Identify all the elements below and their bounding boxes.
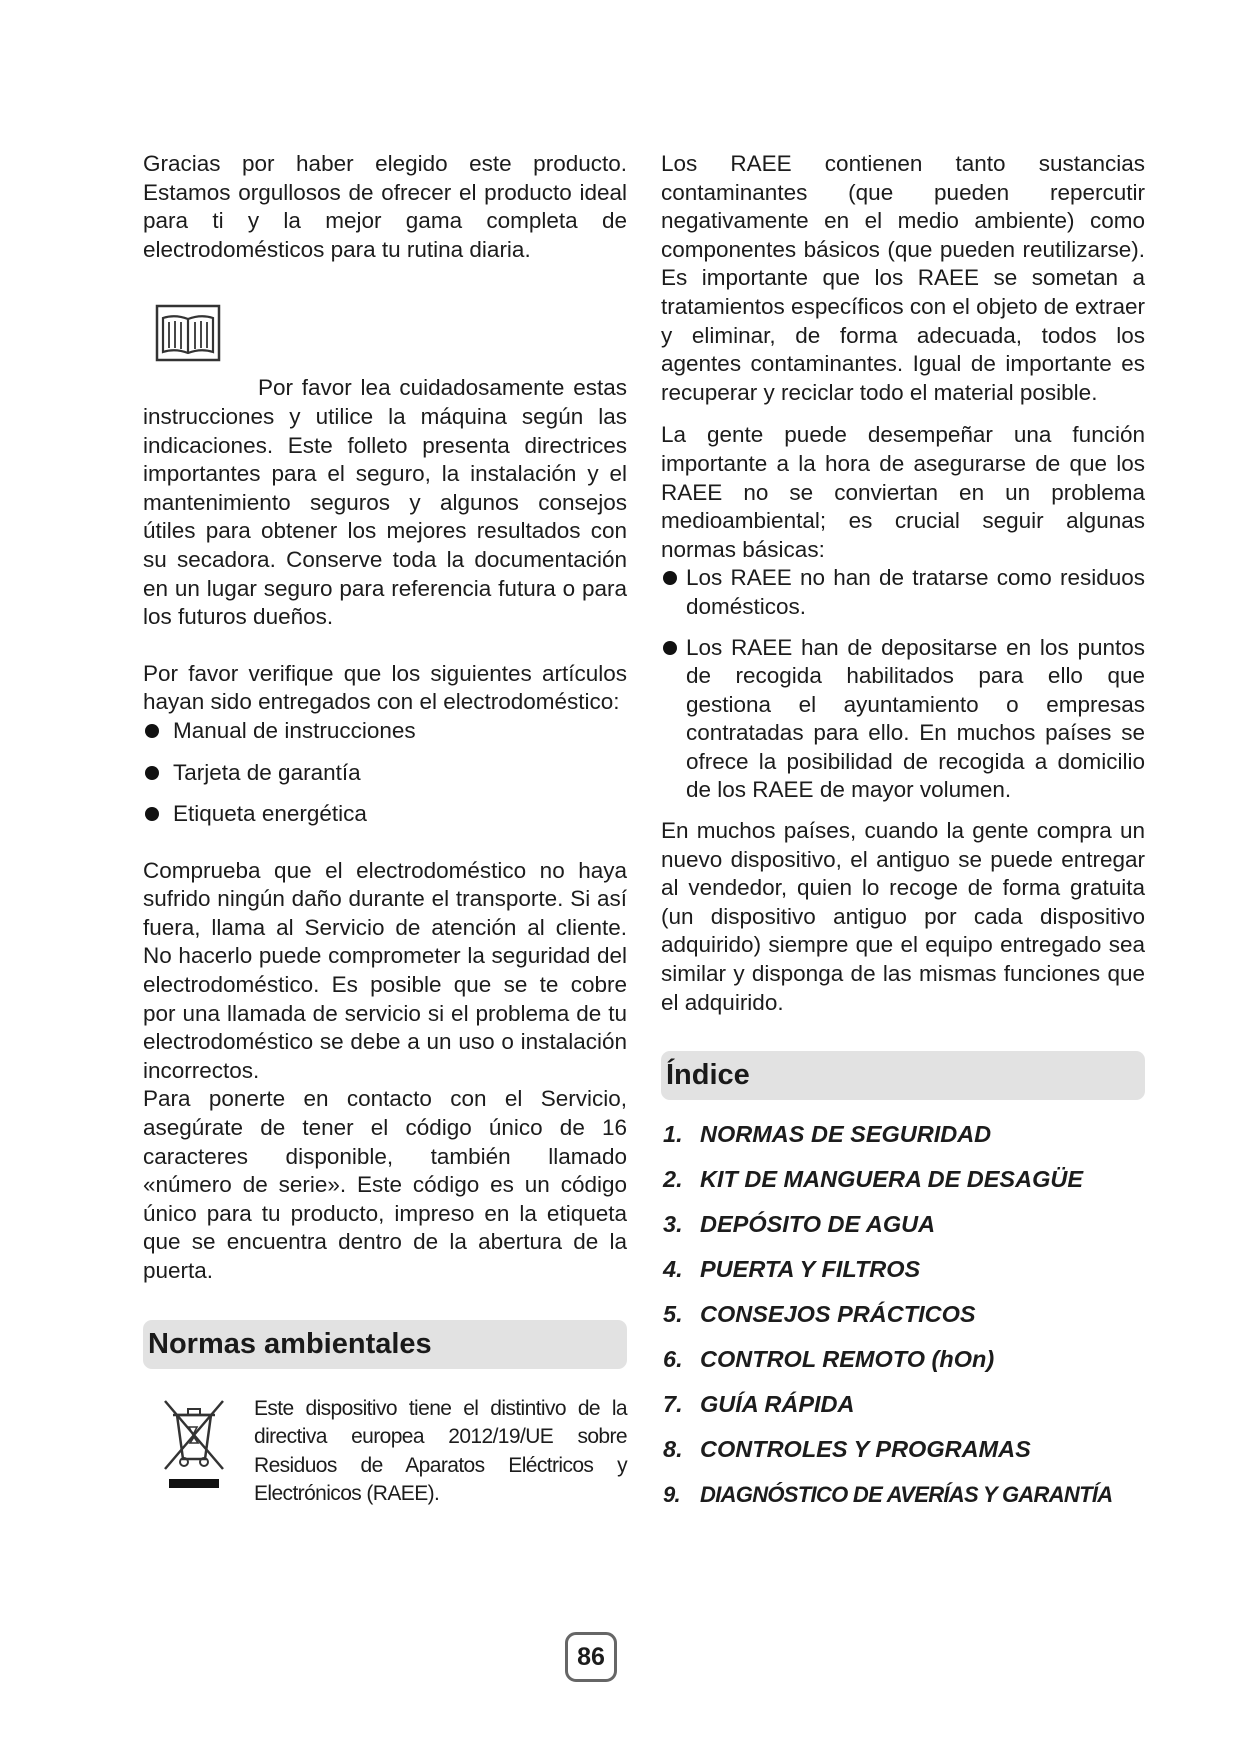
toc-item[interactable]: 7. GUÍA RÁPIDA [663,1391,855,1418]
raee-paragraph: Los RAEE contienen tanto sustancias contaminantes (que pueden repercutir negativamente en el medio ambiente) como componentes básicos (que pueden reutilizarse). Es importante que los RAEE se sometan a tratamientos específicos con el objeto de extraer y eliminar, de forma adecuada, todos los agentes contaminantes. Igual de importante es recuperar y reciclar todo el material posible. [661,151,1146,405]
weee-paragraph: Este dispositivo tiene el distintivo de la directiva europea 2012/19/UE sobre Residuos de Aparatos Eléctricos y Electrónicos (RAEE). [254,1396,627,1506]
page-number: 86 [565,1632,617,1682]
check-paragraph: Comprueba que el electrodoméstico no haya sufrido ningún daño durante el transporte. Si así fuera, llama al Servicio de atención al cliente. No hacerlo puede comprometer la seguridad del electrodoméstico. Es posible que se te cobre por una llamada de servicio si el problema de tu electrodoméstico se debe a un uso o instalación incorrectos. [143,857,627,1083]
list-item: Los RAEE no han de tratarse como residuos domésticos. [661,564,1145,621]
right-column [661,150,1145,1517]
toc-item[interactable]: 2. KIT DE MANGUERA DE DESAGÜE [663,1166,1083,1193]
toc-item[interactable]: 5. CONSEJOS PRÁCTICOS [663,1301,976,1328]
intro-paragraph: Gracias por haber elegido este producto. Estamos orgullosos de ofrecer el producto ideal para ti y la mejor gama completa de electrodomésticos para tu rutina diaria. [143,151,627,262]
raee-rules-list [661,564,1145,805]
list-item: Tarjeta de garantía [143,759,627,788]
take-back-paragraph: En muchos países, cuando la gente compra un nuevo dispositivo, el antiguo se puede entregar al vendedor, quien lo recoge de forma gratuita (un dispositivo antiguo por cada dispositivo adquirido) siempre que el equipo entregado sea similar y disponga de las mismas funciones que el adquirido. [661,818,1145,1015]
book-icon [155,304,221,362]
left-column [143,150,627,1509]
instructions-paragraph: Por favor lea cuidadosamente estas instrucciones y utilice la máquina según las indicaciones. Este folleto presenta directrices importantes para el seguro, la instalación y el mantenimiento seguros y algunos consejos útiles para obtener los mejores resultados con su secadora. Conserve toda la documentación en un lugar seguro para referencia futura o para los futuros dueños. [143,375,627,630]
section-heading-environment: Normas ambientales [143,1320,627,1369]
contact-paragraph: Para ponerte en contacto con el Servicio, asegúrate de tener el código único de 16 caracteres disponible, también llamado «número de serie». Este código es un código único para tu producto, impreso en la etiqueta que se encuentra dentro de la abertura de la puerta. [143,1086,627,1283]
toc-item[interactable]: 4. PUERTA Y FILTROS [663,1256,921,1283]
table-of-contents [661,1112,1145,1517]
toc-item[interactable]: 6. CONTROL REMOTO (hOn) [663,1346,995,1373]
crossed-bin-icon [159,1397,229,1489]
list-item: Los RAEE han de depositarse en los puntos de recogida habilitados para ello que gestiona el ayuntamiento o empresas contratadas para ello. En muchos países se ofrece la posibilidad de recogida a domicilio de los RAEE de mayor volumen. [661,634,1145,806]
toc-item[interactable]: 8. CONTROLES Y PROGRAMAS [663,1436,1031,1463]
manual-notice [143,314,627,374]
list-item: Manual de instrucciones [143,717,627,746]
section-heading-index: Índice [661,1051,1145,1100]
toc-item[interactable]: 9. DIAGNÓSTICO DE AVERÍAS Y GARANTÍA [663,1482,1113,1508]
verify-paragraph: Por favor verifique que los siguientes artículos hayan sido entregados con el electrodoméstico: [143,660,627,715]
toc-item[interactable]: 3. DEPÓSITO DE AGUA [663,1211,936,1238]
people-role-paragraph: La gente puede desempeñar una función importante a la hora de asegurarse de que los RAEE no se conviertan en un problema medioambiental; es crucial seguir algunas normas básicas: [661,422,1145,562]
delivered-items-list [143,717,627,829]
toc-item[interactable]: 1. NORMAS DE SEGURIDAD [663,1121,992,1148]
weee-notice [143,1395,627,1509]
list-item: Etiqueta energética [143,800,627,829]
